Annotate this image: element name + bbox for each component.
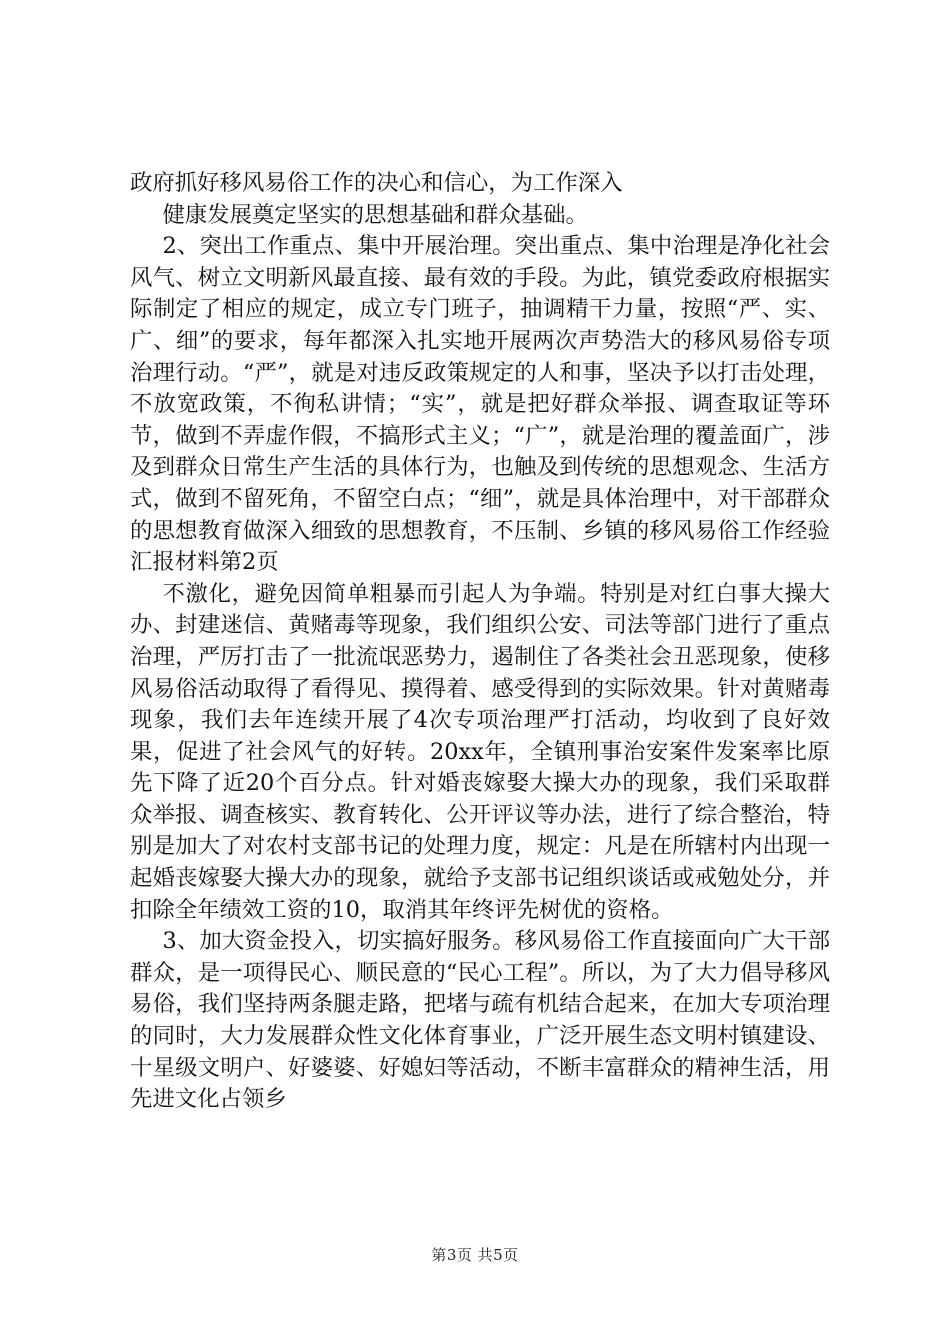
paragraph-section-2-cont: 不激化，避免因简单粗暴而引起人为争端。特别是对红白事大操大办、封建迷信、黄赌毒等现象，我们组织公安、司法等部门进行了重点治理，严厉打击了一批流氓恶势力，遏制住了各类社会丑恶现象，使移风易俗活动取得了看得见、摸得着、感受得到的实际效果。针对黄赌毒现象，我们去年连续开展了4次专项治理严打活动，均收到了良好效果，促进了社会风气的好转。20xx年，全镇刑事治安案件发案率比原先下降了近20个百分点。针对婚丧嫁娶大操大办的现象，我们采取群众举报、调查核实、教育转化、公开评议等办法，进行了综合整治，特别是加大了对农村支部书记的处理力度，规定：凡是在所辖村内出现一起婚丧嫁娶大操大办的现象，就给予支部书记组织谈话或戒勉处分，并扣除全年绩效工资的10，取消其年终评先树优的资格。 [130, 580, 830, 923]
document-body [130, 168, 830, 1116]
paragraph-continuation-end: 健康发展奠定坚实的思想基础和群众基础。 [162, 201, 588, 228]
page-footer: 第3页 共5页 [431, 1246, 519, 1264]
paragraph-section-2: 2、突出工作重点、集中开展治理。突出重点、集中治理是净化社会风气、树立文明新风最直接、最有效的手段。为此，镇党委政府根据实际制定了相应的规定，成立专门班子，抽调精干力量，按照“严、实、广、细”的要求，每年都深入扎实地开展两次声势浩大的移风易俗专项治理行动。“严”，就是对违反政策规定的人和事，坚决予以打击处理，不放宽政策，不徇私讲情；“实”，就是把好群众举报、调查取证等环节，做到不弄虚作假，不搞形式主义；“广”，就是治理的覆盖面广，涉及到群众日常生产生活的具体行为，也触及到传统的思想观念、生活方式，做到不留死角，不留空白点；“细”，就是具体治理中，对干部群众的思想教育做深入细致的思想教育，不压制、乡镇的移风易俗工作经验汇报材料第2页 [130, 233, 830, 576]
paragraph-section-3: 3、加大资金投入，切实搞好服务。移风易俗工作直接面向广大干部群众，是一项得民心、顺民意的“民心工程”。所以，为了大力倡导移风易俗，我们坚持两条腿走路，把堵与疏有机结合起来，在加大专项治理的同时，大力发展群众性文化体育事业，广泛开展生态文明村镇建设、十星级文明户、好婆婆、好媳妇等活动，不断丰富群众的精神生活，用先进文化占领乡 [130, 928, 830, 1113]
paragraph-continuation: 政府抓好移风易俗工作的决心和信心，为工作深入 [130, 170, 623, 196]
